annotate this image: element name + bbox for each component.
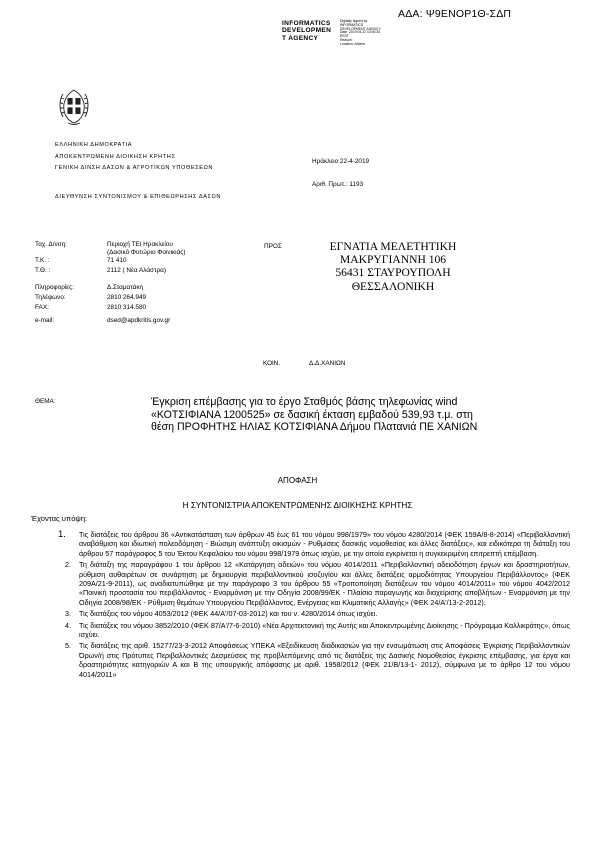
decision-subtitle: Η ΣΥΝΤΟΝΙΣΤΡΙΑ ΑΠΟΚΕΝΤΡΩΜΕΝΗΣ ΔΙΟΙΚΗΣΗΣ ΚΡΗΤΗΣ (182, 501, 413, 510)
stamp-detail: DEVELOPMENT AGENCY (340, 26, 381, 31)
subject-line: θέση ΠΡΟΦΗΤΗΣ ΗΛΙΑΣ ΚΟΤΣΙΦΙΑΝΑ Δήμου Πλατανιά ΠΕ ΧΑΝΙΩΝ (151, 421, 478, 434)
protocol-number: Αριθ. Πρωτ.: 1193 (312, 181, 364, 188)
recipient-line: ΘΕΣΣΑΛΟΝΙΚΗ (351, 279, 435, 293)
contact-email[interactable]: dsed@apdkritis.gov.gr (107, 317, 171, 324)
ada-code: ΑΔΑ: Ψ9ΕΝΟΡ1Θ-ΣΔΠ (398, 8, 512, 20)
list-item (65, 620, 570, 640)
contact-label: Τ.Θ. : (35, 267, 51, 274)
to-label: ΠΡΟΣ (264, 243, 282, 250)
stamp-line: DEVELOPMEN (282, 27, 332, 35)
item-number: 1. (58, 529, 66, 540)
considering-label: Έχοντας υπόψη: (31, 514, 88, 523)
contact-row (35, 257, 235, 265)
recipient-line: ΕΓΝΑΤΙΑ ΜΕΛΕΤΗΤΙΚΗ (329, 240, 457, 253)
subject-text (151, 396, 531, 434)
recipient-line: 56431 ΣΤΑΥΡΟΥΠΟΛΗ (335, 266, 451, 280)
item-number: 4. (65, 620, 71, 630)
item-text: Τις διατάξεις της αριθ. 15277/23-3-2012 Αποφάσεως ΥΠΕΚΑ «Εξειδίκευση διαδικασιών για την ενσωμάτωση στις Αποφάσεις Έγκρισης Περιβαλλοντικών Όρων/ή στις Πρότυπες Περιβαλλοντικές Δεσμεύσεις της προβλεπόμενης από τις διατάξεις της Δασικής Νομοθεσίας έγκρισης επέμβασης, για έργα και δραστηριότητες κατηγοριών Α και Β της υπουργικής απόφασης με αριθ. 1958/2012 (ΦΕΚ 21/Β/13-1- 2012), σύμφωνα με το άρθρο 12 του νόμου 4014/2011» (79, 641, 570, 679)
list-item (65, 560, 570, 607)
contact-label: FAX: (35, 304, 49, 311)
stamp-detail: INFORMATICS (340, 22, 364, 27)
contact-label: e-mail: (35, 317, 55, 324)
recipient-block (318, 240, 468, 293)
considerations-list (58, 529, 570, 681)
item-number: 5. (65, 641, 71, 651)
cc-value: Δ.Δ.ΧΑΝΙΩΝ (309, 360, 346, 367)
contact-value: 2810 264.949 (107, 294, 147, 301)
authority-line: ΑΠΟΚΕΝΤΡΩΜΕΝΗ ΔΙΟΙΚΗΣΗ ΚΡΗΤΗΣ (55, 153, 176, 160)
authority-line: ΕΛΛΗΝΙΚΗ ΔΗΜΟΚΡΑΤΙΑ (55, 142, 133, 148)
directorate: ΔΙΕΥΘΥΝΣΗ ΣΥΝΤΟΝΙΣΜΟΥ & ΕΠΙΘΕΩΡΗΣΗΣ ΔΑΣΩΝ (55, 194, 221, 200)
item-text: Τη διάταξη της παραγράφου 1 του άρθρου 12 «Κατάργηση αδειών» του νόμου 4014/2011 «Περιβαλλοντική αδειοδότηση έργων και δραστηριοτήτων, ρύθμιση αυθαιρέτων σε συνάρτηση με δημιουργία περιβαλλοντικού ισοζυγίου και άλλες διατάξεις αρμοδιότητας Υπουργείου Περιβάλλοντος» (ΦΕΚ 209Α/21-9-2011), ως αναδιατυπώθηκε με την παράγραφο 3 του άρθρου 55 «Τροποποίηση διατάξεων του νόμου 4014/2011» του νόμου 4042/2012 «Ποινική προστασία του περιβάλλοντος - Εναρμόνιση με την Οδηγία 2008/99/ΕΚ - Πλαίσιο παραγωγής και διαχείρισης αποβλήτων - Εναρμόνιση με την Οδηγία 2008/98/ΕΚ - Ρύθμιση θεμάτων Υπουργείου Περιβάλλοντος, Ενέργειας και Κλιματικής Αλλαγής» (ΦΕΚ 24/Α'/13-2-2012). (79, 560, 570, 607)
contact-value: (Δασικό Φυτώριο Φοινικιάς) (107, 249, 186, 256)
contact-value: Δ.Σταματάκη (107, 284, 144, 291)
contact-row (35, 267, 235, 275)
contact-label (35, 249, 107, 257)
contact-label: Ταχ. Δ/νση: (35, 241, 67, 248)
stamp-line: INFORMATICS (282, 20, 331, 27)
subject-line: Έγκριση επέμβασης για το έργο Σταθμός βάσης τηλεφωνίας wind (151, 396, 458, 408)
item-text: Τις διατάξεις του νόμου 4053/2012 (ΦΕΚ 44/Α'/07-03-2012) και του ν. 4280/2014 όπως ισχύει. (79, 609, 378, 619)
contact-value: 2810 314.580 (107, 304, 147, 311)
contact-block (35, 241, 235, 325)
recipient-line: ΜΑΚΡΥΓΙΑΝΝΗ 106 (339, 253, 447, 267)
stamp-detail: Digitally signed by (340, 19, 368, 23)
decision-title: ΑΠΟΦΑΣΗ (277, 476, 318, 485)
item-text: Τις διατάξεις του νόμου 3852/2010 (ΦΕΚ 87/Α'/7-6-2010) «Νέα Αρχιτεκτονική της Αυτής και Αποκεντρωμένης Διοίκησης - Πρόγραμμα Καλλικράτης», όπως ισχύει. (79, 620, 570, 640)
contact-value: Περιοχή ΤΕΙ Ηρακλείου (107, 241, 173, 248)
place-date: Ηράκλειο 22-4-2019 (312, 158, 370, 165)
contact-value: 2112 ( Νέα Αλάστρα) (107, 267, 166, 274)
signature-stamp-details (340, 20, 400, 47)
stamp-detail: Reason: (340, 37, 353, 42)
contact-row (35, 294, 235, 302)
item-text: Τις διατάξεις του άρθρου 36 «Αντικατάσταση των άρθρων 45 έως 61 του νόμου 998/1979» του νόμου 4280/2014 (ΦΕΚ 159Α/8-8-2014) «Περιβαλλοντική αναβάθμιση και ιδιωτική πολεοδόμηση - Βιώσιμη ανάπτυξη οικισμών - Ρυθμίσεις δασικής νομοθεσίας και άλλες διατάξεις», και ειδικότερα τη διάταξη του άρθρου 57 παράγραφος 5 του Έκτου Κεφαλαίου του νόμου 998/1979 όπως ισχύει, με την οποία εγκρίνεται η συγκεκριμένη επιτρεπτή επέμβαση. (79, 530, 570, 558)
contact-row (35, 241, 235, 249)
contact-row (35, 304, 235, 312)
cc-label: ΚΟΙΝ. (263, 360, 281, 367)
authority-line: ΓΕΝΙΚΗ ΔΙΝΣΗ ΔΑΣΩΝ & ΑΓΡΟΤΙΚΩΝ ΥΠΟΘΕΣΕΩΝ (55, 165, 214, 171)
item-number: 2. (65, 560, 71, 570)
authority-header (55, 142, 213, 172)
contact-row (35, 317, 235, 325)
list-item (58, 529, 570, 558)
stamp-detail: EEST (340, 34, 349, 39)
greek-coat-of-arms-icon (54, 84, 94, 126)
contact-label: Πληροφορίες: (35, 284, 75, 291)
contact-label: Τηλέφωνο: (35, 294, 66, 301)
list-item (65, 641, 570, 679)
subject-label: ΘΕΜΑ: (35, 398, 56, 405)
contact-row (35, 284, 235, 292)
contact-value: 71 410 (107, 257, 127, 264)
contact-row (35, 249, 235, 257)
stamp-detail: Date: 2019.04.22 13:00:34 (340, 30, 381, 35)
item-number: 3. (65, 609, 71, 619)
list-item (65, 609, 570, 619)
subject-line: «ΚΟΤΣΙΦΙΑΝΑ 1200525» σε δασική έκταση εμβαδού 539,93 τ.μ. στη (151, 408, 473, 421)
stamp-detail: Location: Athens (340, 41, 366, 46)
contact-label: Τ.Κ. : (35, 257, 50, 264)
stamp-line: T AGENCY (282, 34, 319, 42)
signature-stamp-title (282, 20, 340, 42)
